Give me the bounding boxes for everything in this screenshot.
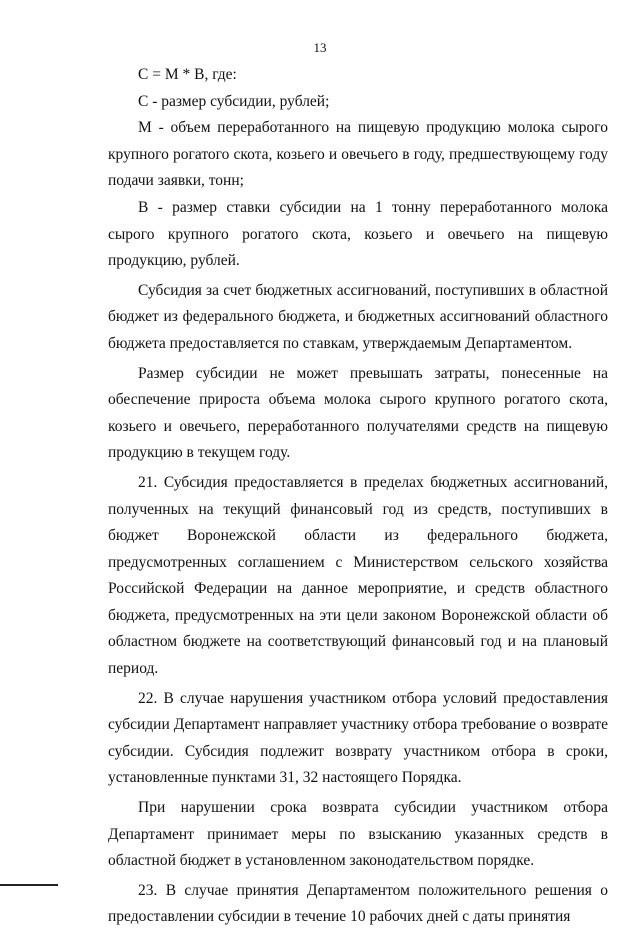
clause-23: 23. В случае принятия Департаментом положительного решения о предоставлении субсидии в течение 10 рабочих дней с даты принятия [108, 881, 608, 926]
clause-21: 21. Субсидия предоставляется в пределах бюджетных ассигнований, полученных на текущий финансовый год из средств, поступивших в бюджет Воронежской области из федерального бюджета, предусмотренных соглашением с Министерством сельского хозяйства Российской Федерации на данное мероприятие, и средств областного бюджета, предусмотренных на эти цели законом Воронежской области об областном бюджете на соответствующий финансовый год и на плановый период. [108, 473, 608, 678]
definition-b: В - размер ставки субсидии на 1 тонну переработанного молока сырого крупного рогатого скота, козьего и овечьего на пищевую продукцию, рублей. [108, 198, 608, 270]
formula-line: С = М * В, где: [138, 66, 237, 83]
document-body [108, 62, 608, 931]
paragraph-subsidy-limit: Размер субсидии не может превышать затраты, понесенные на обеспечение прироста объема молока сырого крупного рогатого скота, козьего и овечьего, переработанного получателями средств на пищевую продукцию в текущем году. [108, 364, 608, 462]
paragraph-subsidy-rates: Субсидия за счет бюджетных ассигнований, поступивших в областной бюджет из федерального бюджета, и бюджетных ассигнований областного бюджета предоставляется по ставкам, утверждаемым Департаментом. [108, 281, 608, 352]
paragraph-recovery: При нарушении срока возврата субсидии участником отбора Департамент принимает меры по взысканию указанных средств в областной бюджет в установленном законодательством порядке. [108, 799, 608, 870]
clause-22: 22. В случае нарушения участником отбора условий предоставления субсидии Департамент направляет участнику отбора требование о возврате субсидии. Субсидия подлежит возврату участником отбора в сроки, установленные пунктами 31, 32 настоящего Порядка. [108, 689, 608, 787]
page-number: 13 [313, 40, 327, 55]
footer-rule [0, 884, 58, 886]
definition-m: М - объем переработанного на пищевую продукцию молока сырого крупного рогатого скота, козьего и овечьего в году, предшествующему году подачи заявки, тонн; [108, 119, 608, 190]
definition-c: С - размер субсидии, рублей; [138, 92, 330, 110]
